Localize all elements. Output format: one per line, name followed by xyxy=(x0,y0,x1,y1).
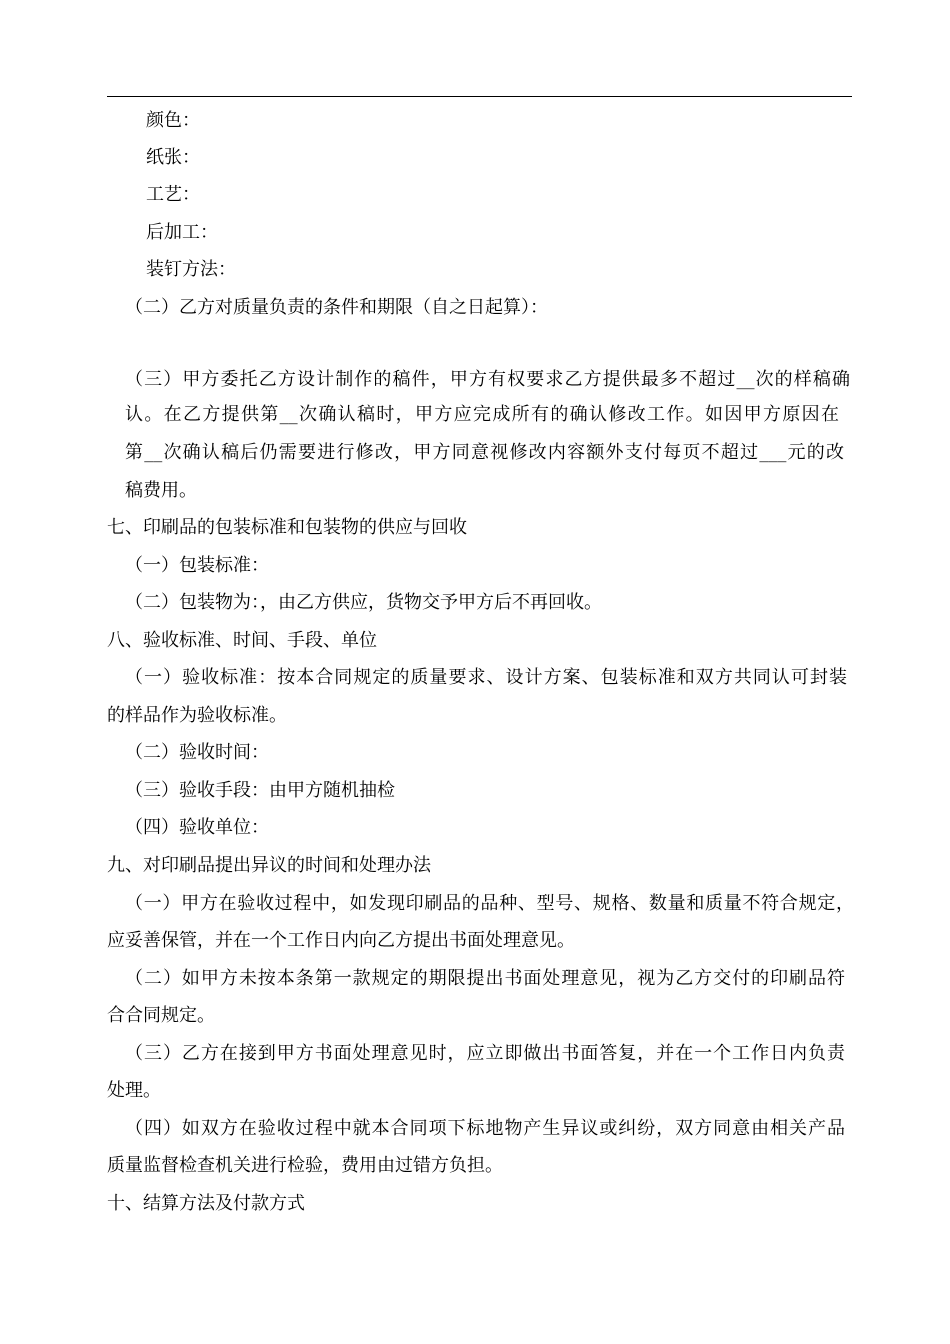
header-rule xyxy=(107,96,852,97)
clause-proof-line-2: 认。在乙方提供第__次确认稿时，甲方应完成所有的确认修改工作。如因甲方原因在 xyxy=(125,404,839,425)
field-paper: 纸张： xyxy=(146,147,200,168)
clause-objection-3-line-2: 处理。 xyxy=(107,1080,161,1101)
section-7-heading: 七、印刷品的包装标准和包装物的供应与回收 xyxy=(107,517,467,538)
clause-objection-2-line-2: 合合同规定。 xyxy=(107,1005,215,1026)
clause-objection-3-line-1: （三）乙方在接到甲方书面处理意见时，应立即做出书面答复，并在一个工作日内负责 xyxy=(125,1043,845,1064)
section-10-heading: 十、结算方法及付款方式 xyxy=(107,1193,305,1214)
clause-acceptance-standard-line-1: （一）验收标准：按本合同规定的质量要求、设计方案、包装标准和双方共同认可封装 xyxy=(125,667,847,688)
clause-quality-conditions: （二）乙方对质量负责的条件和期限（自之日起算）： xyxy=(125,297,548,318)
clause-acceptance-means: （三）验收手段：由甲方随机抽检 xyxy=(125,780,395,801)
clause-packaging-standard: （一）包装标准： xyxy=(125,555,269,576)
field-post-processing: 后加工： xyxy=(146,222,218,243)
field-binding-method: 装钉方法： xyxy=(146,259,236,280)
clause-objection-4-line-2: 质量监督检查机关进行检验，费用由过错方负担。 xyxy=(107,1155,503,1176)
section-8-heading: 八、验收标准、时间、手段、单位 xyxy=(107,630,377,651)
clause-proof-line-1: （三）甲方委托乙方设计制作的稿件，甲方有权要求乙方提供最多不超过__次的样稿确 xyxy=(125,369,850,390)
field-process: 工艺： xyxy=(146,184,200,205)
section-9-heading: 九、对印刷品提出异议的时间和处理办法 xyxy=(107,855,431,876)
clause-objection-4-line-1: （四）如双方在验收过程中就本合同项下标地物产生异议或纠纷，双方同意由相关产品 xyxy=(125,1118,845,1139)
clause-objection-1-line-2: 应妥善保管，并在一个工作日内向乙方提出书面处理意见。 xyxy=(107,930,575,951)
clause-objection-1-line-1: （一）甲方在验收过程中，如发现印刷品的品种、型号、规格、数量和质量不符合规定， xyxy=(125,893,854,914)
clause-acceptance-standard-line-2: 的样品作为验收标准。 xyxy=(107,705,287,726)
field-color: 颜色： xyxy=(146,110,200,131)
clause-proof-line-4: 稿费用。 xyxy=(125,480,197,501)
clause-objection-2-line-1: （二）如甲方未按本条第一款规定的期限提出书面处理意见，视为乙方交付的印刷品符 xyxy=(125,968,845,989)
clause-acceptance-time: （二）验收时间： xyxy=(125,742,269,763)
clause-proof-line-3: 第__次确认稿后仍需要进行修改，甲方同意视修改内容额外支付每页不超过___元的改 xyxy=(125,442,844,463)
clause-packaging-material: （二）包装物为：，由乙方供应，货物交予甲方后不再回收。 xyxy=(125,592,602,613)
clause-acceptance-unit: （四）验收单位： xyxy=(125,817,269,838)
